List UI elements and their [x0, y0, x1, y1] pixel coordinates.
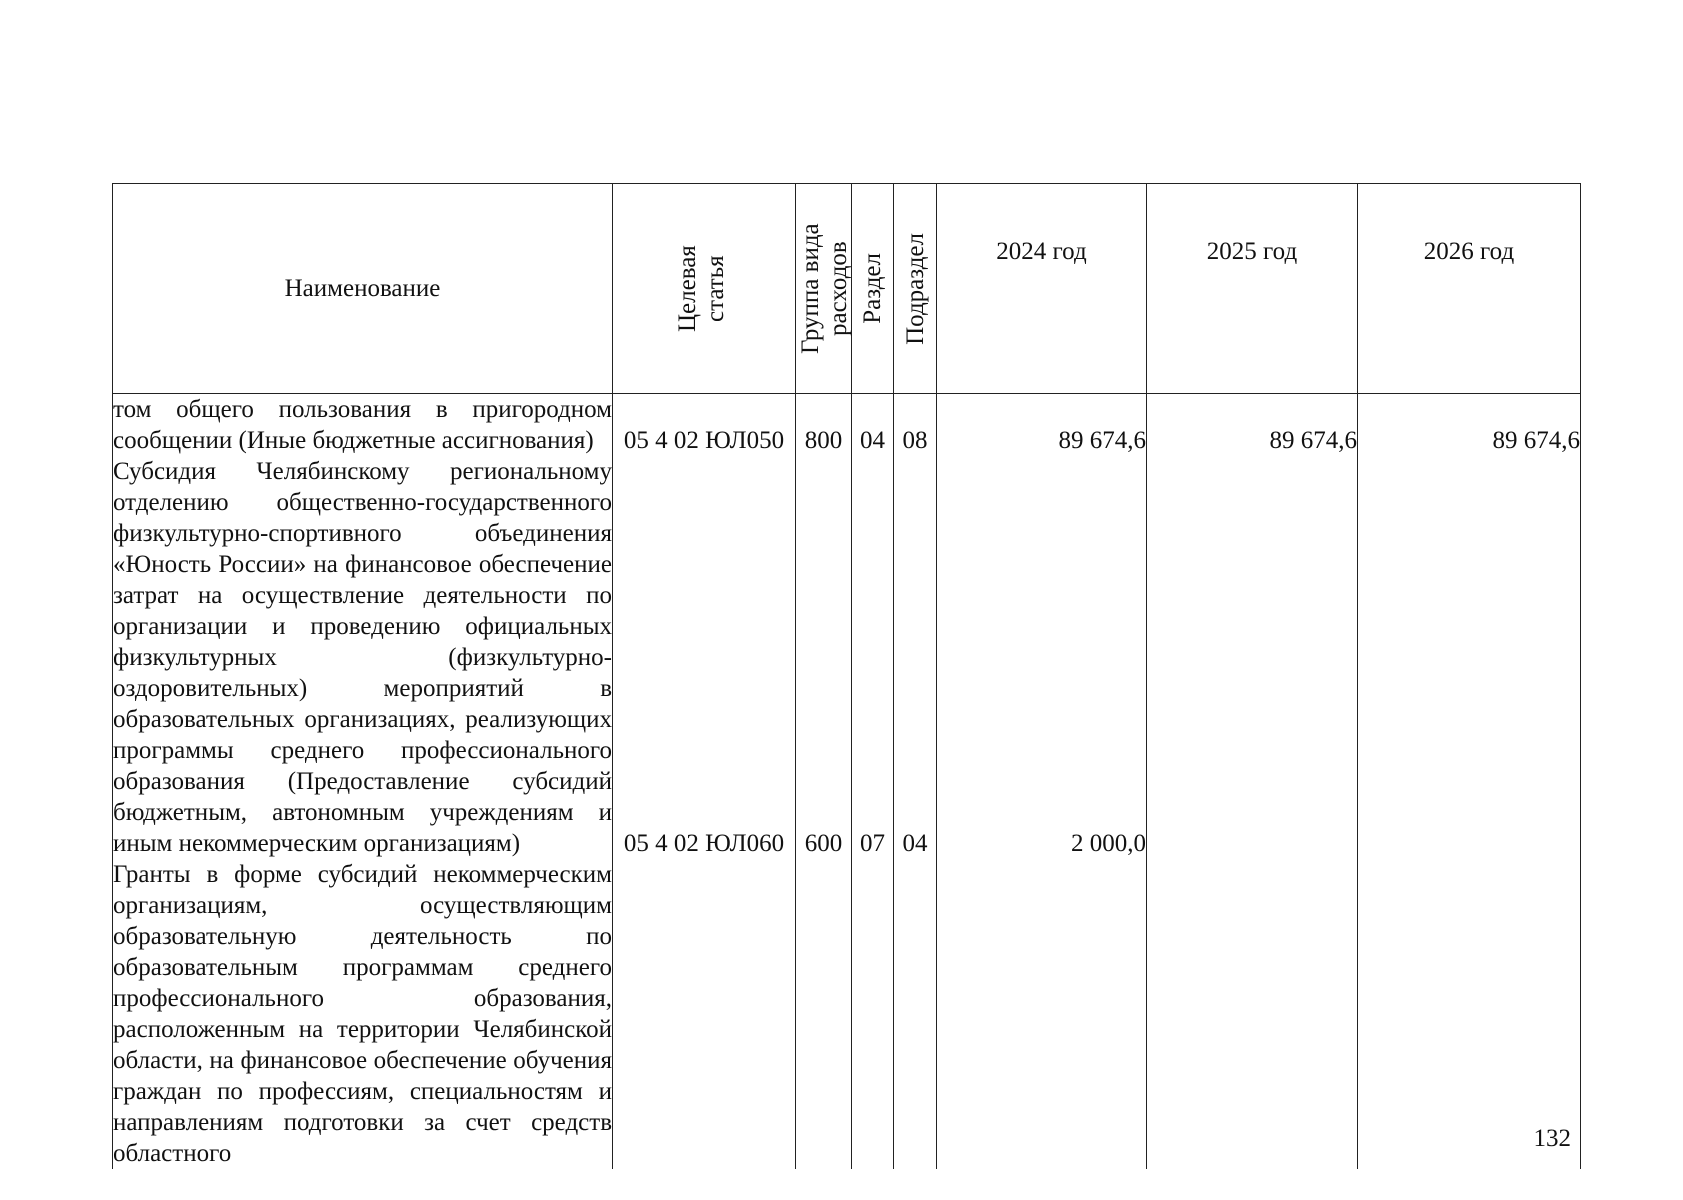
header-year-2024-label: 2024 год — [996, 238, 1087, 265]
row-subsection: 08 — [894, 394, 937, 457]
table-header-row — [113, 184, 1581, 394]
row-amount-2024 — [937, 859, 1147, 1169]
row-target-article: 05 4 02 ЮЛ050 — [613, 394, 796, 457]
row-expense-group — [796, 859, 852, 1169]
row-section — [852, 859, 894, 1169]
row-name: Субсидия Челябинскому региональному отделению общественно-государственного физкультурно-спортивного объединения «Юность России» на финансовое обеспечение затрат на осуществление деятельности по организации и проведению официальных физкультурных (физкультурно-оздоровительных) мероприятий в образовательных организациях, реализующих программы среднего профессионального образования (Предоставление субсидий бюджетным, автономным учреждениям и иным некоммерческим организациям) — [113, 458, 612, 857]
header-year-2026-label: 2026 год — [1423, 238, 1515, 265]
table-row — [113, 859, 1581, 1169]
row-amount-2024: 89 674,6 — [937, 394, 1147, 457]
row-section: 07 — [852, 456, 894, 859]
header-section-label: Раздел — [859, 253, 886, 324]
row-amount-2025 — [1147, 456, 1358, 859]
row-amount-2026 — [1358, 859, 1581, 1169]
header-year-2024 — [937, 184, 1147, 394]
table-row — [113, 456, 1581, 859]
header-year-2025 — [1147, 184, 1358, 394]
header-year-2026 — [1358, 184, 1581, 394]
row-amount-2026: 89 674,6 — [1358, 394, 1581, 457]
header-expense-group — [796, 184, 852, 394]
row-expense-group: 800 — [796, 394, 852, 457]
row-name: том общего пользования в пригородном сообщении (Иные бюджетные ассигнования) — [113, 394, 613, 457]
row-amount-2024: 2 000,0 — [937, 456, 1147, 859]
header-subsection-label: Подраздел — [901, 232, 929, 345]
header-year-2025-label: 2025 год — [1206, 238, 1298, 265]
page-number: 132 — [1533, 1125, 1571, 1152]
header-target-article-label: Целевая статья — [674, 245, 729, 332]
header-subsection — [894, 184, 937, 394]
row-amount-2026 — [1358, 456, 1581, 859]
row-name: Гранты в форме субсидий некоммерческим организациям, осуществляющим образовательную деятельность по образовательным программам среднего профессионального образования, расположенным на территории Челябинской области, на финансовое обеспечение обучения граждан по профессиям, специальностям и направлениям подготовки за счет средств областного — [113, 861, 612, 1167]
row-amount-2025: 89 674,6 — [1147, 394, 1358, 457]
header-expense-group-label: Группа вида расходов — [796, 223, 852, 354]
budget-table — [112, 183, 1581, 1169]
row-amount-2025 — [1147, 859, 1358, 1169]
row-target-article: 05 4 02 ЮЛ060 — [613, 456, 796, 859]
header-target-article — [613, 184, 796, 394]
row-expense-group: 600 — [796, 456, 852, 859]
row-subsection: 04 — [894, 456, 937, 859]
header-name — [113, 184, 613, 394]
header-section — [852, 184, 894, 394]
table-row — [113, 394, 1581, 457]
row-target-article — [613, 859, 796, 1169]
row-subsection — [894, 859, 937, 1169]
row-section: 04 — [852, 394, 894, 457]
header-name-label: Наименование — [284, 275, 441, 302]
